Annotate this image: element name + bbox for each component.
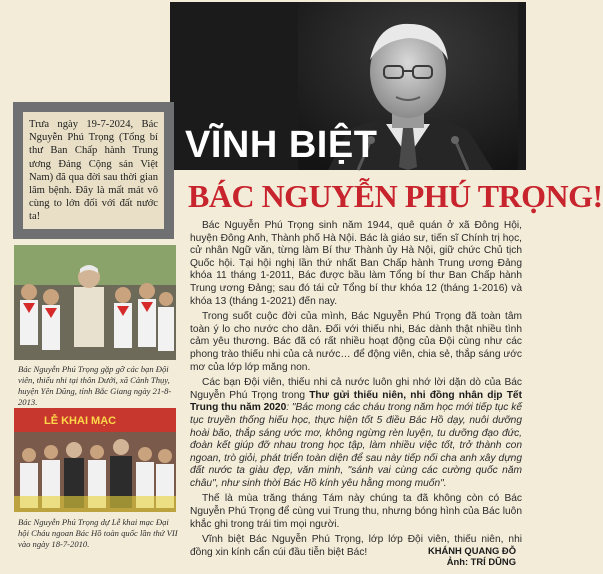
banner-text: LỄ KHAI MẠC: [44, 415, 117, 427]
quote-text: : "Bác mong các cháu trong năm học mới tiếp tục kế tục truyền thống hiếu học, thực hiện tốt 5 điều Bác Hồ dạy, nuôi dưỡng hoài bão, thắp sáng ước mơ, không ngừng rèn luyện, tu dưỡng đạo đức, đoàn kết giúp đỡ nhau trong học tập, làm nhiều việc tốt, trở thành con ngoan, trò giỏi, phát triển toàn diện để sau này tiếp nối cha anh xây dựng đất nước ta giàu đẹp, văn minh, "sánh vai cùng các cường quốc năm châu", như sinh thời Bác Hồ kính yêu hằng mong muốn".: [190, 402, 522, 489]
body-paragraph: Thế là mùa trăng tháng Tám này chúng ta đã không còn có Bác Nguyễn Phú Trọng để cùng vui Trung thu, nhưng bóng hình của Bác luôn khắc ghi trong trái tim mọi người.: [190, 493, 522, 530]
author-name: KHÁNH QUANG ĐỖ: [427, 545, 516, 556]
article-body: [190, 220, 522, 562]
signature: [428, 545, 516, 567]
body-paragraph: Trong suốt cuộc đời của mình, Bác Nguyễn Phú Trọng đã toàn tâm toàn ý lo cho nước cho dân. Đối với thiếu nhi, Bác dành thật nhiều tình cảm yêu thương. Bác đã có rất nhiều hoạt động của Đội cùng như các phong trào thiếu nhi của cả nước… để động viên, chia sẻ, thắp sáng ước mơ của lớp lớp măng non.: [190, 311, 522, 373]
body-paragraph-quote: [190, 377, 522, 490]
page-title: BÁC NGUYỄN PHÚ TRỌNG!: [188, 178, 603, 214]
photo1-caption: Bác Nguyễn Phú Trọng gặp gỡ các bạn Đội viên, thiếu nhi tại thôn Dưới, xã Cảnh Thụy, huyện Yên Dũng, tỉnh Bắc Giang ngày 21-8-2013.: [18, 364, 172, 407]
quote-intro: Các bạn Đội viên, thiếu nhi cả nước luôn ghi nhớ lời dặn dò của Bác Nguyễn Phú Trọng trong: [190, 377, 522, 401]
notice-text-content: Trưa ngày 19-7-2024, Bác Nguyễn Phú Trọng (Tổng bí thư Ban Chấp hành Trung ương Đảng Cộng sản Việt Nam) đã qua đời sau thời gian lâm bệnh. Đây là mất mát vô cùng to lớn đối với đất nước ta!: [29, 119, 158, 223]
hero-banner: [170, 2, 526, 170]
photo-credit: Ảnh: TRÍ DŨNG: [446, 556, 516, 567]
hero-heading: VĨNH BIỆT: [185, 124, 378, 166]
photo-children-meeting: [14, 245, 176, 360]
notice-text: [23, 112, 164, 229]
photo-congress-event: [14, 408, 176, 512]
body-paragraph: Vĩnh biệt Bác Nguyễn Phú Trọng, lớp lớp Đội viên, thiếu niên, nhi đồng xin kính cẩn cúi đầu tiễn biệt Bác!: [190, 534, 522, 558]
letter-title: Thư gửi thiếu niên, nhi đồng nhân dịp Tết Trung thu năm 2020: [190, 389, 522, 414]
notice-box: [13, 102, 174, 239]
photo2-caption: Bác Nguyễn Phú Trọng dự Lễ khai mạc Đại hội Cháu ngoan Bác Hồ toàn quốc lần thứ VII vào ngày 18-7-2010.: [18, 517, 178, 549]
body-paragraph: Bác Nguyễn Phú Trọng sinh năm 1944, quê quán ở xã Đông Hội, huyện Đông Anh, Thành phố Hà Nội. Bác là giáo sư, tiến sĩ Chính trị học, cử nhân Ngữ văn, từng làm Bí thư Thành ủy Hà Nội, giữ chức Chủ tịch Quốc hội. Tại hội nghị lần thứ nhất Ban Chấp hành Trung ương Đảng khóa 11 tháng 1-2011, Bác được bầu làm Tổng bí thư Ban Chấp hành Trung ương Đảng; sau đó tái cử Tổng bí thư khóa 12 (tháng 1-2016) và khóa 13 (tháng 1-2021) đến nay.: [190, 220, 522, 307]
